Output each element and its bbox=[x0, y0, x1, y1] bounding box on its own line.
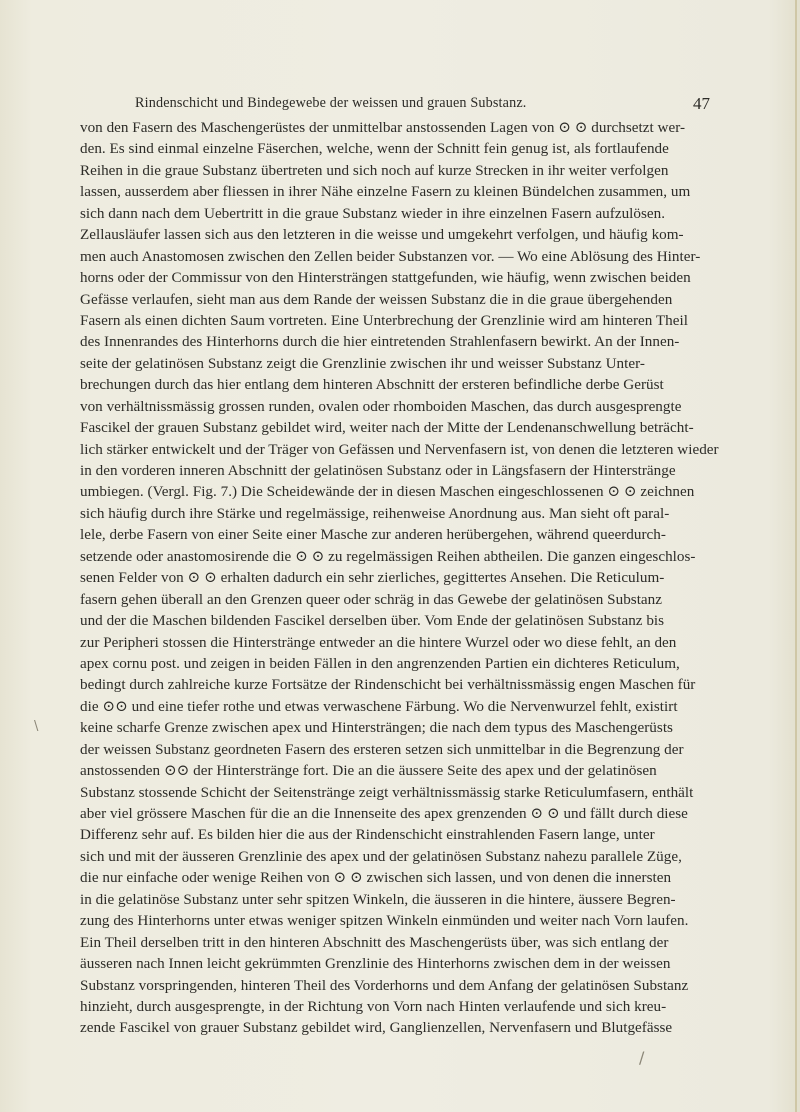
text-line: brechungen durch das hier entlang dem hinteren Abschnitt der ersteren befindliche derbe Gerüst bbox=[80, 376, 664, 394]
text-line: umbiegen. (Vergl. Fig. 7.) Die Scheidewände der in diesen Maschen eingeschlossenen ⊙ ⊙ zeichnen bbox=[80, 483, 695, 501]
text-line: bedingt durch zahlreiche kurze Fortsätze der Rindenschicht bei verhältnissmässig engen Maschen für bbox=[80, 676, 696, 694]
text-line: zur Peripheri stossen die Hinterstränge entweder an die hintere Wurzel oder wo diese fehlt, an den bbox=[80, 633, 677, 651]
text-line: Zellausläufer lassen sich aus den letzteren in die weisse und umgekehrt verfolgen, und häufig kom- bbox=[80, 226, 684, 244]
page-edge-line bbox=[795, 0, 797, 1112]
text-line: Reihen in die graue Substanz übertreten und sich noch auf kurze Strecken in ihr weiter verfolgen bbox=[80, 161, 669, 179]
stray-mark: / bbox=[639, 1048, 645, 1067]
text-line: Differenz sehr auf. Es bilden hier die aus der Rindenschicht einstrahlenden Fasern lange, unter bbox=[80, 826, 655, 844]
text-line: lassen, ausserdem aber fliessen in ihrer Nähe einzelne Fasern zu kleinen Bündelchen zusammen, um bbox=[80, 183, 691, 201]
text-line: zung des Hinterhorns unter etwas weniger spitzen Winkeln einmünden und weiter nach Vorn laufen. bbox=[80, 912, 689, 930]
text-line: anstossenden ⊙⊙ der Hinterstränge fort. Die an die äussere Seite des apex und der gelatinösen bbox=[80, 762, 657, 780]
text-line: der weissen Substanz geordneten Fasern des ersteren setzen sich unmittelbar in die Begrenzung der bbox=[80, 740, 684, 758]
text-line: die ⊙⊙ und eine tiefer rothe und etwas verwaschene Färbung. Wo die Nervenwurzel fehlt, existirt bbox=[80, 697, 678, 715]
text-line: äusseren nach Innen leicht gekrümmten Grenzlinie des Hinterhorns zwischen dem in der weissen bbox=[80, 955, 671, 973]
text-line: Ein Theil derselben tritt in den hinteren Abschnitt des Maschengerüsts über, was sich entlang der bbox=[80, 933, 669, 951]
running-head: Rindenschicht und Bindegewebe der weissen und grauen Substanz. bbox=[135, 95, 527, 111]
text-line: hinzieht, durch ausgesprengte, in der Richtung von Vorn nach Hinten verlaufende und sich kreu- bbox=[80, 997, 667, 1015]
text-line: von den Fasern des Maschengerüstes der unmittelbar anstossenden Lagen von ⊙ ⊙ durchsetzt wer- bbox=[80, 119, 686, 136]
text-line: Substanz stossende Schicht der Seitenstränge zeigt verhältnissmässig starke Reticulumfasern, enthält bbox=[80, 783, 694, 801]
text-line: in die gelatinöse Substanz unter sehr spitzen Winkeln, die äusseren in die hintere, äussere Begren- bbox=[80, 890, 676, 908]
text-line: und der die Maschen bildenden Fascikel derselben über. Vom Ende der gelatinösen Substanz bis bbox=[80, 612, 665, 630]
text-line: Fasern als einen dichten Saum vortreten. Eine Unterbrechung der Grenzlinie wird am hinteren Theil bbox=[80, 311, 688, 329]
text-line: sich häufig durch ihre Stärke und regelmässige, reihenweise Anordnung aus. Man sieht oft paral- bbox=[80, 504, 670, 522]
text-line: seite der gelatinösen Substanz zeigt die Grenzlinie zwischen ihr und weisser Substanz Unter- bbox=[80, 354, 645, 372]
text-line: sich dann nach dem Uebertritt in die graue Substanz wieder in ihre einzelnen Fasern aufzulösen. bbox=[80, 204, 666, 222]
page-number: 47 bbox=[693, 94, 710, 113]
text-line: fasern gehen überall an den Grenzen queer oder schräg in das Gewebe der gelatinösen Substanz bbox=[80, 590, 662, 608]
text-line: von verhältnissmässig grossen runden, ovalen oder rhomboiden Maschen, das durch ausgesprengte bbox=[80, 397, 682, 415]
text-line: Substanz vorspringenden, hinteren Theil des Vorderhorns und dem Anfang der gelatinösen Substanz bbox=[80, 976, 689, 994]
text-line: aber viel grössere Maschen für die an die Innenseite des apex grenzenden ⊙ ⊙ und fällt durch diese bbox=[80, 805, 688, 822]
text-line: zende Fascikel von grauer Substanz gebildet wird, Ganglienzellen, Nervenfasern und Blutgefässe bbox=[80, 1019, 673, 1037]
text-line: lele, derbe Fasern von einer Seite einer Masche zur anderen herübergehen, während queerdurch- bbox=[80, 526, 666, 544]
text-line: men auch Anastomosen zwischen den Zellen beider Substanzen vor. — Wo eine Ablösung des Hinter- bbox=[80, 247, 701, 265]
page-header bbox=[80, 95, 710, 115]
text-line: in den vorderen inneren Abschnitt der gelatinösen Substanz oder in Längsfasern der Hinterstränge bbox=[80, 462, 676, 479]
margin-mark: \ bbox=[34, 719, 39, 734]
text-line: die nur einfache oder wenige Reihen von ⊙ ⊙ zwischen sich lassen, und von denen die innersten bbox=[80, 869, 672, 887]
text-line: Fascikel der grauen Substanz gebildet wird, weiter nach der Mitte der Lendenanschwellung beträcht- bbox=[80, 419, 694, 437]
text-line: Gefässe verlaufen, sieht man aus dem Rande der weissen Substanz die in die graue übergehenden bbox=[80, 290, 673, 308]
body-paragraph bbox=[80, 117, 719, 1039]
text-line: sich und mit der äusseren Grenzlinie des apex und der gelatinösen Substanz nahezu parallele Züge, bbox=[80, 847, 682, 865]
text-line: setzende oder anastomosirende die ⊙ ⊙ zu regelmässigen Reihen abtheilen. Die ganzen eingeschlos- bbox=[80, 547, 696, 565]
text-line: den. Es sind einmal einzelne Fäserchen, welche, wenn der Schnitt fein genug ist, als fortlaufende bbox=[80, 140, 669, 158]
text-line: lich stärker entwickelt und der Träger von Gefässen und Nervenfasern ist, von denen die letzteren wieder bbox=[80, 440, 719, 458]
text-line: des Innenrandes des Hinterhorns durch die hier eintretenden Strahlenfasern bewirkt. An der Innen- bbox=[80, 333, 680, 351]
text-line: apex cornu post. und zeigen in beiden Fällen in den angrenzenden Partien ein dichteres Reticulum, bbox=[80, 654, 680, 672]
text-line: keine scharfe Grenze zwischen apex und Hintersträngen; die nach dem typus des Maschengerüsts bbox=[80, 719, 673, 737]
text-line: senen Felder von ⊙ ⊙ erhalten dadurch ein sehr zierliches, gegittertes Ansehen. Die Reticulum- bbox=[80, 569, 665, 587]
text-line: horns oder der Commissur von den Hintersträngen stattgefunden, wie häufig, wenn zwischen beiden bbox=[80, 269, 691, 287]
